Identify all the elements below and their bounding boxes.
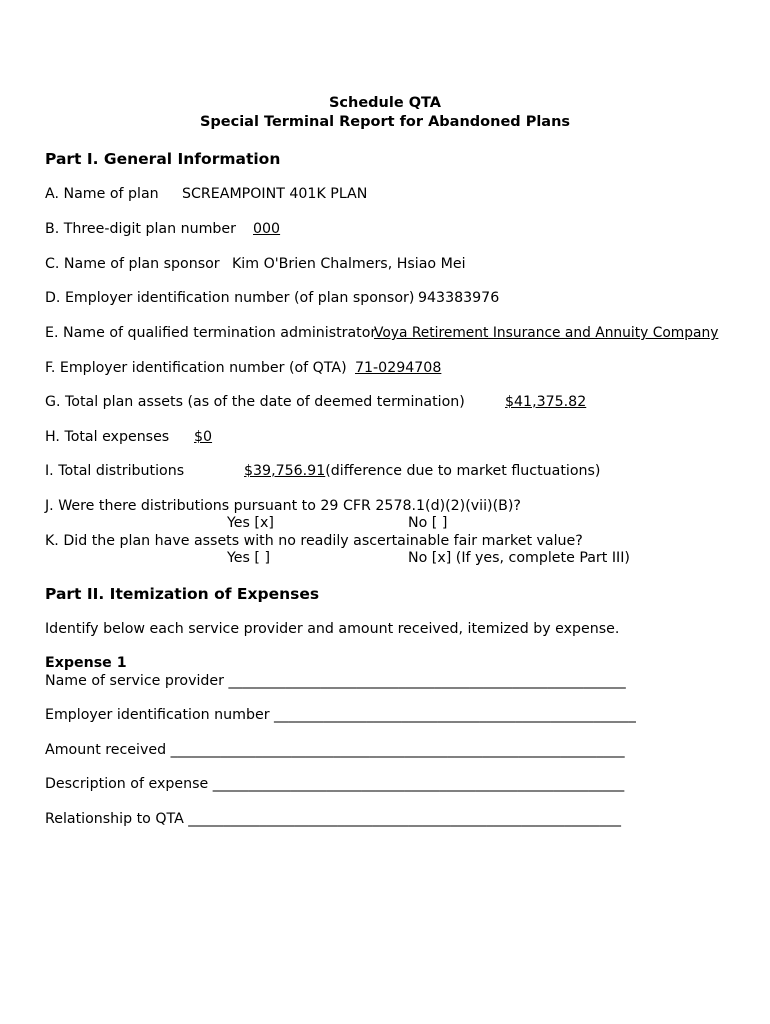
sponsor-name-value: Kim O'Brien Chalmers, Hsiao Mei: [232, 256, 466, 272]
qta-ein-value: 71-0294708: [355, 360, 442, 376]
sponsor-ein-label: D. Employer identification number (of plan sponsor): [45, 290, 415, 306]
employer-id-field[interactable]: Employer identification number ___________________________________________________: [45, 707, 636, 723]
question-j-yes: Yes [x]: [227, 515, 274, 531]
total-assets-value: $41,375.82: [505, 394, 587, 410]
expense-1-heading: Expense 1: [45, 655, 127, 671]
sponsor-name-label: C. Name of plan sponsor: [45, 256, 220, 272]
amount-received-field[interactable]: Amount received ________________________________________________________________: [45, 742, 625, 758]
total-distributions-note: (difference due to market fluctuations): [325, 463, 601, 479]
plan-name-label: A. Name of plan: [45, 186, 159, 202]
question-k-text: K. Did the plan have assets with no readily ascertainable fair market value?: [45, 533, 583, 549]
question-k-yes: Yes [ ]: [227, 550, 270, 566]
part-2-intro: Identify below each service provider and amount received, itemized by expense.: [45, 621, 620, 637]
relationship-field[interactable]: Relationship to QTA _____________________________________________________________: [45, 811, 622, 827]
question-j-no: No [ ]: [408, 515, 448, 531]
plan-name-value: SCREAMPOINT 401K PLAN: [182, 186, 368, 202]
qta-name-value: Voya Retirement Insurance and Annuity Company: [374, 325, 719, 341]
document-subtitle: Special Terminal Report for Abandoned Plans: [199, 114, 571, 130]
plan-number-label: B. Three-digit plan number: [45, 221, 236, 237]
plan-number-value: 000: [253, 221, 281, 237]
sponsor-ein-value: 943383976: [418, 290, 500, 306]
part-2-heading: Part II. Itemization of Expenses: [45, 585, 320, 603]
question-j-text: J. Were there distributions pursuant to 29 CFR 2578.1(d)(2)(vii)(B)?: [45, 498, 521, 514]
total-assets-label: G. Total plan assets (as of the date of deemed termination): [45, 394, 465, 410]
question-k-no: No [x] (If yes, complete Part III): [408, 550, 630, 566]
total-distributions-label: I. Total distributions: [45, 463, 185, 479]
total-expenses-label: H. Total expenses: [45, 429, 170, 445]
qta-name-label: E. Name of qualified termination administrator: [45, 325, 377, 341]
total-expenses-value: $0: [194, 429, 213, 445]
qta-ein-label: F. Employer identification number (of QTA): [45, 360, 347, 376]
total-distributions-value: $39,756.91: [244, 463, 326, 479]
expense-description-field[interactable]: Description of expense __________________________________________________________: [45, 776, 625, 792]
total-distributions-row: [244, 462, 600, 480]
document-title: Schedule QTA: [328, 95, 442, 111]
service-provider-field[interactable]: Name of service provider ________________________________________________________: [45, 673, 626, 689]
part-1-heading: Part I. General Information: [45, 150, 281, 168]
